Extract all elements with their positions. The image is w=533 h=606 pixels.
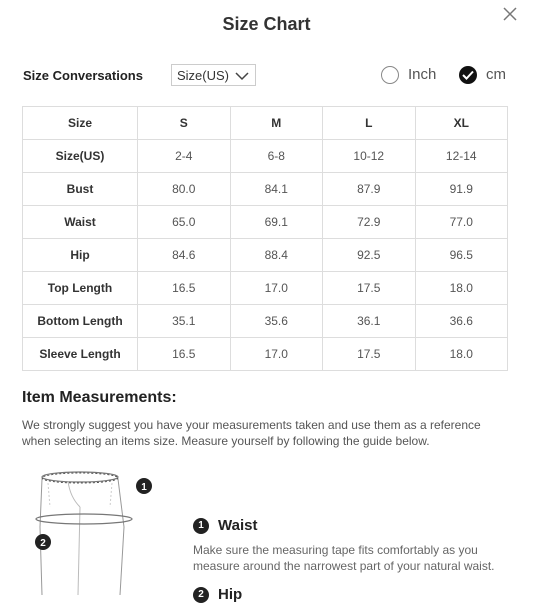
size-system-value: Size(US) <box>177 68 230 83</box>
table-cell: 36.1 <box>323 305 416 338</box>
conversion-label: Size Conversations <box>23 68 143 83</box>
measurement-description: Make sure the measuring tape fits comfortably as you measure around the narrowest part of your natural waist. <box>193 543 495 573</box>
step-number-badge: 2 <box>193 587 209 603</box>
pants-measurement-illustration <box>28 467 160 595</box>
table-cell: 16.5 <box>138 272 231 305</box>
table-cell: 18.0 <box>415 272 508 305</box>
row-label: Hip <box>23 239 138 272</box>
table-row <box>23 272 508 305</box>
item-measurements-description: We strongly suggest you have your measurements taken and use them as a reference when selecting an items size. Measure yourself by following the guide below. <box>22 418 481 448</box>
table-cell: 77.0 <box>415 206 508 239</box>
table-row <box>23 305 508 338</box>
close-icon[interactable] <box>502 6 520 24</box>
table-cell: 17.0 <box>230 272 323 305</box>
column-header: M <box>230 107 323 140</box>
table-cell: 88.4 <box>230 239 323 272</box>
column-header: XL <box>415 107 508 140</box>
row-label: Bust <box>23 173 138 206</box>
column-header: Size <box>23 107 138 140</box>
table-cell: 91.9 <box>415 173 508 206</box>
table-row <box>23 206 508 239</box>
size-system-select[interactable] <box>171 64 256 86</box>
table-cell: 84.1 <box>230 173 323 206</box>
radio-unchecked-icon <box>381 66 399 84</box>
table-cell: 17.5 <box>323 338 416 371</box>
table-cell: 80.0 <box>138 173 231 206</box>
conversion-controls <box>23 64 513 88</box>
measurement-title: Hip <box>218 586 243 603</box>
row-label: Bottom Length <box>23 305 138 338</box>
table-row <box>23 140 508 173</box>
table-cell: 69.1 <box>230 206 323 239</box>
table-cell: 92.5 <box>323 239 416 272</box>
row-label: Size(US) <box>23 140 138 173</box>
table-cell: 17.0 <box>230 338 323 371</box>
unit-label-inch: Inch <box>408 66 437 83</box>
table-cell: 84.6 <box>138 239 231 272</box>
unit-option-inch[interactable] <box>381 66 441 86</box>
step-number-badge: 1 <box>193 518 209 534</box>
column-header: S <box>138 107 231 140</box>
measurement-title: Waist <box>218 517 258 534</box>
table-row <box>23 338 508 371</box>
item-measurements-title: Item Measurements: <box>22 389 177 406</box>
column-header: L <box>323 107 416 140</box>
table-cell: 72.9 <box>323 206 416 239</box>
table-cell: 96.5 <box>415 239 508 272</box>
table-row <box>23 173 508 206</box>
row-label: Waist <box>23 206 138 239</box>
unit-option-cm[interactable] <box>459 66 514 86</box>
table-cell: 6-8 <box>230 140 323 173</box>
table-cell: 12-14 <box>415 140 508 173</box>
row-label: Sleeve Length <box>23 338 138 371</box>
table-row <box>23 239 508 272</box>
unit-label-cm: cm <box>486 66 506 83</box>
table-header-row <box>23 107 508 140</box>
size-table <box>22 106 508 371</box>
table-cell: 65.0 <box>138 206 231 239</box>
table-cell: 16.5 <box>138 338 231 371</box>
chevron-down-icon <box>235 69 249 84</box>
svg-text:1: 1 <box>141 482 147 493</box>
table-cell: 35.6 <box>230 305 323 338</box>
table-cell: 2-4 <box>138 140 231 173</box>
table-cell: 17.5 <box>323 272 416 305</box>
table-cell: 36.6 <box>415 305 508 338</box>
table-cell: 87.9 <box>323 173 416 206</box>
table-cell: 35.1 <box>138 305 231 338</box>
modal-title: Size Chart <box>222 14 311 34</box>
table-cell: 18.0 <box>415 338 508 371</box>
radio-checked-icon <box>459 66 477 84</box>
svg-text:2: 2 <box>40 538 46 549</box>
table-cell: 10-12 <box>323 140 416 173</box>
row-label: Top Length <box>23 272 138 305</box>
